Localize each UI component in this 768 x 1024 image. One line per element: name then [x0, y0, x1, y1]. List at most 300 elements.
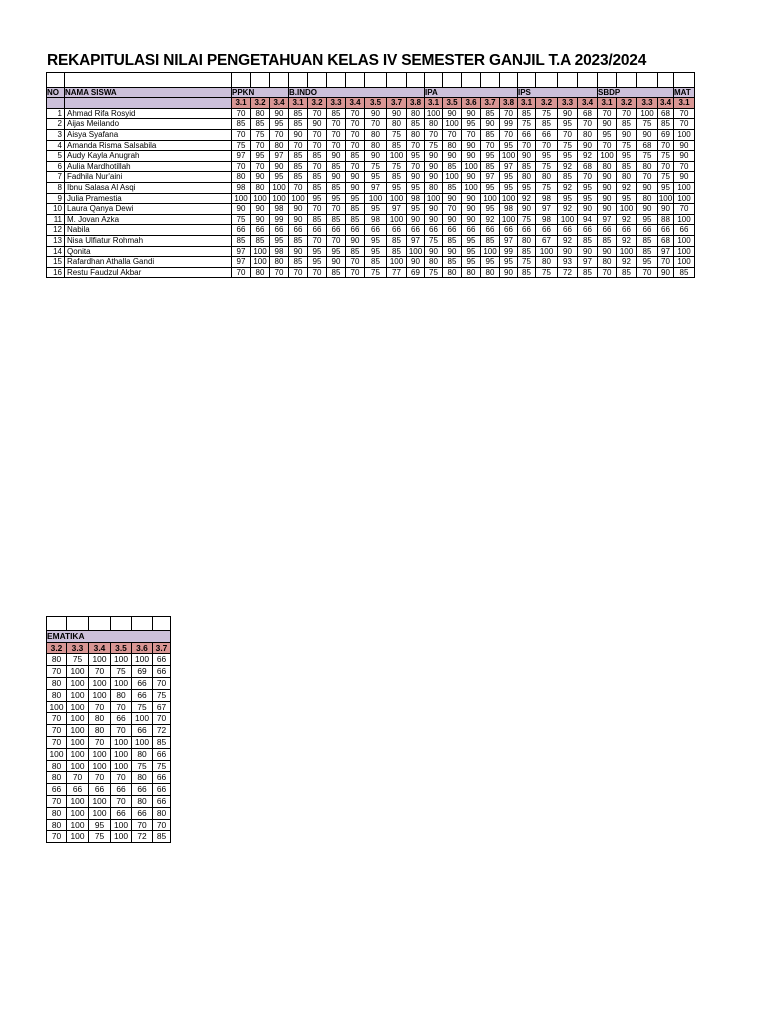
student-row: [47, 666, 171, 678]
score-cell: 98: [500, 204, 518, 215]
score-cell: 70: [153, 819, 171, 831]
score-cell: 70: [289, 140, 308, 151]
student-no: 2: [47, 119, 65, 130]
score-cell: 90: [617, 129, 637, 140]
score-cell: 100: [462, 182, 481, 193]
score-cell: 75: [425, 140, 443, 151]
student-row: [47, 654, 171, 666]
score-cell: 85: [443, 161, 462, 172]
competency-code: 3.7: [481, 98, 500, 109]
score-cell: 70: [232, 129, 251, 140]
score-cell: 90: [425, 151, 443, 162]
score-cell: 85: [327, 267, 346, 278]
score-cell: 90: [462, 193, 481, 204]
student-row: [47, 161, 695, 172]
score-cell: 80: [637, 193, 658, 204]
score-cell: 100: [365, 193, 387, 204]
score-cell: 80: [536, 257, 558, 268]
score-cell: 100: [67, 807, 89, 819]
student-no: 5: [47, 151, 65, 162]
score-cell: 75: [232, 214, 251, 225]
score-cell: 90: [598, 182, 617, 193]
student-row: [47, 119, 695, 130]
student-no: 1: [47, 108, 65, 119]
score-cell: 98: [270, 204, 289, 215]
score-cell: 100: [67, 831, 89, 843]
score-cell: 69: [407, 267, 425, 278]
score-cell: 90: [598, 204, 617, 215]
score-cell: 66: [153, 666, 171, 678]
score-cell: 100: [617, 204, 637, 215]
score-cell: 75: [251, 129, 270, 140]
score-cell: 70: [598, 108, 617, 119]
score-cell: 85: [289, 235, 308, 246]
score-cell: 92: [558, 161, 578, 172]
score-cell: 66: [674, 225, 695, 236]
score-cell: 66: [518, 129, 536, 140]
score-cell: 85: [289, 119, 308, 130]
score-cell: 90: [425, 172, 443, 183]
score-cell: 100: [674, 129, 695, 140]
score-cell: 90: [462, 108, 481, 119]
score-cell: 85: [327, 161, 346, 172]
competency-code: 3.7: [387, 98, 407, 109]
student-no: 10: [47, 204, 65, 215]
score-cell: 70: [232, 108, 251, 119]
score-cell: 90: [289, 214, 308, 225]
score-cell: 70: [232, 267, 251, 278]
blank-cell: [617, 73, 637, 88]
score-cell: 70: [327, 129, 346, 140]
score-cell: 75: [425, 235, 443, 246]
score-cell: 95: [251, 151, 270, 162]
score-cell: 66: [132, 677, 153, 689]
score-cell: 75: [617, 140, 637, 151]
student-name: Rafardhan Athalla Gandi: [65, 257, 232, 268]
score-cell: 85: [289, 108, 308, 119]
student-row: [47, 257, 695, 268]
score-cell: 85: [658, 119, 674, 130]
score-cell: 75: [518, 257, 536, 268]
score-cell: 68: [658, 235, 674, 246]
student-row: [47, 267, 695, 278]
competency-code: 3.4: [578, 98, 598, 109]
score-cell: 95: [308, 193, 327, 204]
score-cell: 90: [443, 108, 462, 119]
score-cell: 70: [598, 140, 617, 151]
score-cell: 85: [518, 246, 536, 257]
score-cell: 80: [132, 795, 153, 807]
score-cell: 95: [558, 151, 578, 162]
score-cell: 66: [598, 225, 617, 236]
score-cell: 85: [346, 246, 365, 257]
score-cell: 90: [578, 246, 598, 257]
score-cell: 90: [407, 172, 425, 183]
student-row: [47, 129, 695, 140]
score-cell: 95: [462, 119, 481, 130]
score-cell: 85: [365, 257, 387, 268]
score-cell: 69: [658, 129, 674, 140]
score-cell: 90: [407, 257, 425, 268]
score-cell: 100: [500, 214, 518, 225]
score-cell: 70: [500, 108, 518, 119]
score-cell: 100: [67, 819, 89, 831]
score-cell: 90: [289, 246, 308, 257]
score-cell: 70: [47, 795, 67, 807]
score-cell: 90: [346, 182, 365, 193]
student-name: Nabila: [65, 225, 232, 236]
blank-cell: [481, 73, 500, 88]
score-cell: 66: [558, 225, 578, 236]
score-cell: 98: [232, 182, 251, 193]
score-cell: 77: [387, 267, 407, 278]
student-no: 9: [47, 193, 65, 204]
score-cell: 95: [481, 257, 500, 268]
score-cell: 95: [500, 172, 518, 183]
score-cell: 80: [425, 257, 443, 268]
student-row: [47, 748, 171, 760]
score-cell: 85: [346, 151, 365, 162]
score-cell: 90: [598, 193, 617, 204]
score-cell: 90: [443, 214, 462, 225]
score-cell: 66: [637, 225, 658, 236]
score-cell: 90: [346, 235, 365, 246]
student-row: [47, 819, 171, 831]
score-cell: 80: [132, 748, 153, 760]
score-cell: 70: [518, 140, 536, 151]
score-cell: 70: [578, 119, 598, 130]
score-cell: 70: [67, 772, 89, 784]
score-cell: 70: [111, 725, 132, 737]
score-cell: 75: [387, 129, 407, 140]
subject-header-ipa: IPA: [425, 87, 518, 98]
score-cell: 100: [536, 246, 558, 257]
competency-code: 3.1: [232, 98, 251, 109]
student-row: [47, 831, 171, 843]
score-cell: 75: [518, 119, 536, 130]
score-cell: 66: [111, 784, 132, 796]
score-cell: 100: [67, 760, 89, 772]
score-cell: 75: [111, 666, 132, 678]
score-cell: 100: [674, 214, 695, 225]
competency-code: 3.1: [674, 98, 695, 109]
score-cell: 100: [89, 748, 111, 760]
student-name: Aisya Syafana: [65, 129, 232, 140]
score-cell: 95: [500, 140, 518, 151]
score-cell: 100: [89, 807, 111, 819]
student-name: Amanda Risma Salsabila: [65, 140, 232, 151]
blank-cell: [153, 617, 171, 631]
score-cell: 66: [132, 784, 153, 796]
score-cell: 80: [425, 119, 443, 130]
name-header: NAMA SISWA: [65, 87, 232, 98]
score-cell: 90: [481, 119, 500, 130]
score-cell: 70: [89, 736, 111, 748]
blank-cell: [637, 73, 658, 88]
score-cell: 95: [407, 182, 425, 193]
score-cell: 66: [578, 225, 598, 236]
score-cell: 72: [132, 831, 153, 843]
score-cell: 100: [462, 161, 481, 172]
score-cell: 70: [637, 267, 658, 278]
score-cell: 80: [578, 129, 598, 140]
score-cell: 90: [425, 161, 443, 172]
score-cell: 75: [132, 701, 153, 713]
competency-code: 3.1: [518, 98, 536, 109]
score-cell: 70: [153, 713, 171, 725]
score-cell: 97: [270, 151, 289, 162]
score-cell: 80: [89, 713, 111, 725]
code-blank: [65, 98, 232, 109]
score-cell: 70: [308, 129, 327, 140]
score-cell: 75: [89, 831, 111, 843]
score-cell: 95: [365, 246, 387, 257]
score-cell: 75: [365, 161, 387, 172]
score-cell: 90: [500, 267, 518, 278]
blank-header-row: [47, 73, 695, 88]
score-cell: 66: [153, 748, 171, 760]
subject-header-row: [47, 630, 171, 642]
score-cell: 95: [270, 119, 289, 130]
competency-code: 3.8: [407, 98, 425, 109]
score-cell: 66: [132, 725, 153, 737]
competency-code: 3.5: [443, 98, 462, 109]
score-cell: 80: [111, 689, 132, 701]
score-cell: 70: [289, 267, 308, 278]
page-title: REKAPITULASI NILAI PENGETAHUAN KELAS IV SEMESTER GANJIL T.A 2023/2024: [47, 52, 647, 69]
score-cell: 70: [346, 161, 365, 172]
score-cell: 95: [327, 246, 346, 257]
score-cell: 66: [518, 225, 536, 236]
score-cell: 90: [658, 267, 674, 278]
score-cell: 66: [308, 225, 327, 236]
score-cell: 95: [578, 193, 598, 204]
score-cell: 85: [578, 267, 598, 278]
subject-header-sbdp: SBDP: [598, 87, 674, 98]
score-cell: 100: [425, 193, 443, 204]
score-cell: 100: [67, 736, 89, 748]
score-cell: 68: [578, 108, 598, 119]
score-cell: 90: [443, 151, 462, 162]
score-cell: 70: [617, 108, 637, 119]
score-cell: 85: [443, 257, 462, 268]
score-cell: 66: [462, 225, 481, 236]
score-cell: 85: [289, 161, 308, 172]
score-cell: 80: [47, 677, 67, 689]
score-cell: 100: [89, 795, 111, 807]
score-cell: 100: [67, 795, 89, 807]
score-cell: 90: [637, 129, 658, 140]
score-cell: 85: [617, 161, 637, 172]
score-cell: 100: [387, 193, 407, 204]
blank-cell: [47, 73, 65, 88]
score-cell: 85: [481, 235, 500, 246]
blank-cell: [558, 73, 578, 88]
competency-code: 3.1: [289, 98, 308, 109]
score-cell: 66: [47, 784, 67, 796]
score-cell: 85: [346, 204, 365, 215]
score-cell: 95: [462, 246, 481, 257]
score-cell: 75: [536, 182, 558, 193]
score-cell: 100: [500, 193, 518, 204]
score-cell: 85: [232, 235, 251, 246]
score-cell: 75: [153, 760, 171, 772]
score-cell: 90: [443, 193, 462, 204]
score-cell: 90: [558, 246, 578, 257]
score-cell: 80: [365, 140, 387, 151]
score-cell: 100: [132, 654, 153, 666]
score-cell: 80: [481, 267, 500, 278]
competency-code: 3.6: [462, 98, 481, 109]
score-cell: 70: [47, 713, 67, 725]
student-row: [47, 108, 695, 119]
score-cell: 100: [481, 193, 500, 204]
score-cell: 85: [617, 267, 637, 278]
score-cell: 90: [674, 151, 695, 162]
score-cell: 70: [578, 172, 598, 183]
score-cell: 85: [387, 246, 407, 257]
score-cell: 70: [132, 819, 153, 831]
competency-code: 3.4: [346, 98, 365, 109]
blank-cell: [407, 73, 425, 88]
score-cell: 95: [481, 182, 500, 193]
score-cell: 75: [558, 140, 578, 151]
score-cell: 99: [500, 246, 518, 257]
score-cell: 75: [536, 108, 558, 119]
student-row: [47, 713, 171, 725]
student-row: [47, 736, 171, 748]
score-cell: 85: [443, 235, 462, 246]
score-cell: 100: [67, 748, 89, 760]
score-cell: 80: [251, 267, 270, 278]
score-cell: 70: [308, 204, 327, 215]
score-cell: 97: [232, 151, 251, 162]
score-cell: 70: [674, 204, 695, 215]
score-cell: 90: [637, 204, 658, 215]
score-cell: 97: [500, 161, 518, 172]
code-blank: [47, 98, 65, 109]
score-cell: 66: [425, 225, 443, 236]
score-cell: 100: [132, 713, 153, 725]
blank-cell: [365, 73, 387, 88]
student-no: 4: [47, 140, 65, 151]
score-cell: 66: [536, 129, 558, 140]
score-cell: 95: [327, 193, 346, 204]
student-row: [47, 701, 171, 713]
score-cell: 100: [111, 654, 132, 666]
score-cell: 72: [153, 725, 171, 737]
score-cell: 90: [387, 108, 407, 119]
score-cell: 95: [365, 204, 387, 215]
score-cell: 80: [365, 129, 387, 140]
score-cell: 85: [327, 108, 346, 119]
score-cell: 66: [365, 225, 387, 236]
score-cell: 70: [308, 267, 327, 278]
blank-cell: [67, 617, 89, 631]
score-cell: 85: [251, 235, 270, 246]
score-cell: 80: [407, 129, 425, 140]
score-cell: 80: [270, 140, 289, 151]
score-cell: 85: [346, 214, 365, 225]
score-cell: 80: [251, 182, 270, 193]
main-table-body: [47, 73, 695, 278]
competency-code: 3.7: [153, 642, 171, 654]
score-cell: 70: [308, 108, 327, 119]
score-cell: 70: [89, 701, 111, 713]
score-cell: 85: [153, 831, 171, 843]
score-cell: 90: [327, 172, 346, 183]
score-cell: 70: [425, 129, 443, 140]
score-cell: 90: [598, 119, 617, 130]
score-cell: 85: [481, 108, 500, 119]
score-cell: 100: [387, 257, 407, 268]
score-cell: 90: [443, 246, 462, 257]
score-cell: 75: [658, 151, 674, 162]
subject-header-matematika: MAT: [674, 87, 695, 98]
student-name: Qonita: [65, 246, 232, 257]
score-cell: 80: [598, 161, 617, 172]
score-cell: 66: [481, 225, 500, 236]
student-row: [47, 725, 171, 737]
score-cell: 70: [270, 129, 289, 140]
score-cell: 66: [270, 225, 289, 236]
score-cell: 66: [89, 784, 111, 796]
competency-code: 3.2: [617, 98, 637, 109]
score-cell: 75: [232, 140, 251, 151]
score-cell: 66: [153, 795, 171, 807]
score-cell: 70: [251, 140, 270, 151]
score-cell: 93: [558, 257, 578, 268]
student-no: 15: [47, 257, 65, 268]
score-cell: 68: [578, 161, 598, 172]
blank-cell: [308, 73, 327, 88]
score-cell: 100: [387, 214, 407, 225]
grade-recap-table: [46, 72, 695, 278]
score-cell: 80: [251, 108, 270, 119]
score-cell: 85: [637, 235, 658, 246]
score-cell: 70: [443, 204, 462, 215]
score-cell: 70: [674, 108, 695, 119]
student-row: [47, 772, 171, 784]
score-cell: 92: [617, 235, 637, 246]
score-cell: 70: [327, 235, 346, 246]
score-cell: 100: [111, 677, 132, 689]
score-cell: 90: [365, 151, 387, 162]
score-cell: 97: [500, 235, 518, 246]
score-cell: 100: [407, 246, 425, 257]
score-cell: 70: [346, 129, 365, 140]
score-cell: 90: [637, 182, 658, 193]
score-cell: 75: [365, 267, 387, 278]
score-cell: 70: [232, 161, 251, 172]
score-cell: 100: [67, 713, 89, 725]
score-cell: 70: [658, 161, 674, 172]
score-cell: 68: [658, 108, 674, 119]
competency-code: 3.5: [365, 98, 387, 109]
score-cell: 100: [658, 193, 673, 203]
score-cell: 69: [132, 666, 153, 678]
score-cell: 90: [251, 172, 270, 183]
score-cell: 70: [658, 257, 674, 268]
competency-code: 3.5: [111, 642, 132, 654]
score-cell: 97: [387, 204, 407, 215]
student-row: [47, 193, 695, 204]
competency-code: 3.3: [558, 98, 578, 109]
score-cell: 85: [232, 119, 251, 130]
score-cell: 75: [132, 760, 153, 772]
score-cell: 90: [674, 172, 695, 183]
score-cell: 95: [308, 246, 327, 257]
